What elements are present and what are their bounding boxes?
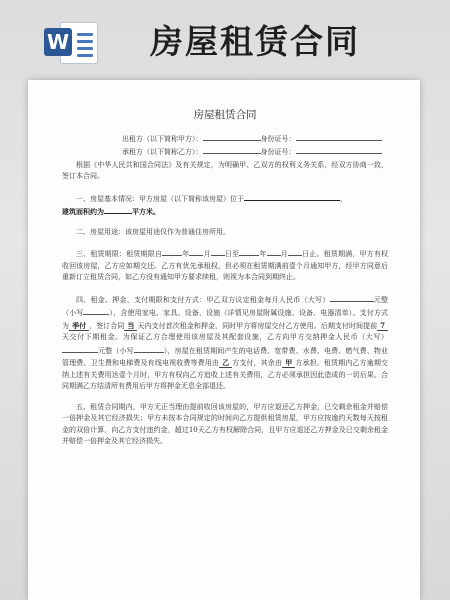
- end-month-text: 月: [280, 250, 288, 258]
- rent-text-h: ），房屋在租赁期间产生的电话费、宽带费、水费、电费、燃气费、物业管理费、卫生费和电梯费及有线电视收费等费用由: [62, 346, 389, 367]
- deposit-capital-blank: [62, 344, 98, 353]
- deposit-number-blank: [134, 344, 164, 353]
- term-label: 三、租赁期限：租赁期限自: [76, 250, 163, 258]
- intro-paragraph: 根据《中华人民共和国合同法》及有关规定，为明确甲、乙双方的权利义务关系，经双方协商一致，签订本合同。: [62, 160, 388, 180]
- lessee-id-label: 身份证号：: [260, 147, 296, 156]
- party-info: [62, 132, 388, 158]
- rent-text-c: ），含使用家电、家具、设备、设施（详情见房屋附属设施、设备、电器清单）。支付方式为: [62, 309, 389, 330]
- lessee-label: 承租方（以下简称乙方）：: [122, 147, 203, 156]
- area-unit: 平方米。: [132, 207, 160, 216]
- advance-days-value: 7: [377, 321, 388, 331]
- other-fee-party: 甲: [282, 358, 295, 368]
- lessee-name-blank: [203, 145, 261, 154]
- end-year-text: 年: [259, 250, 267, 258]
- end-day-text: 日止。: [301, 250, 324, 258]
- end-month-blank: [267, 247, 281, 256]
- lessee-line: [122, 145, 388, 158]
- end-day-blank: [288, 247, 302, 256]
- word-logo-letter: W: [44, 28, 72, 56]
- section-5-breach: 五、租赁合同期内，甲方无正当理由提前收回该房屋的，甲方应退还乙方押金，已交剩余租金并赔偿一倍押金及其它经济损失；甲方未按本合同规定的时间向乙方提供租赁房屋，甲方应按逾约天数每天按租金的双倍计算，向乙方支付违约金，超过10天乙方有权解除合同，且甲方应退还乙方押金及已交剩余租金并赔偿一倍押金及其它经济损失。: [62, 402, 388, 445]
- area-label: 建筑面积约为: [62, 207, 104, 216]
- rent-text-e: 天内支付首次租金和押金，同时甲方将房屋交付乙方使用。后期支付时间提前: [137, 321, 378, 330]
- lessee-id-blank: [296, 145, 382, 154]
- start-month-text: 月: [203, 250, 211, 258]
- payment-method-value: 季付: [69, 321, 89, 331]
- lessor-id-blank: [296, 132, 382, 141]
- lessor-name-blank: [203, 132, 261, 141]
- lessor-label: 出租方（以下简称甲方）：: [122, 134, 203, 143]
- fee-payer-party: 乙: [219, 358, 232, 368]
- lessor-id-label: 身份证号：: [260, 134, 296, 143]
- contract-body: [62, 110, 388, 448]
- rent-text-b: 元整（小写: [62, 295, 389, 317]
- section-1-property: [62, 192, 388, 206]
- section-3-term: [62, 247, 388, 284]
- start-day-blank: [211, 247, 225, 256]
- section-1-comma: ，: [340, 194, 347, 203]
- rent-number-blank: [83, 306, 109, 315]
- lessor-line: [122, 132, 388, 145]
- start-year-blank: [162, 247, 182, 256]
- document-title: 房屋租赁合同: [193, 109, 257, 121]
- rent-text-a: 四、租金、押金、支付期限和支付方式：甲乙双方议定租金每月人民币（大写）: [76, 295, 330, 304]
- rent-capital-blank: [330, 293, 374, 302]
- term-details: 租赁期满，甲方有权收回该房屋，乙方应如期交还。乙方有优先承租权，但必须在租赁期满前壹个月通知甲方，经甲方同意后重新订立租赁合同，如乙方没有通知甲方要求续租，则视为本合同到期终止。: [62, 250, 389, 281]
- rent-text-f: 天交付下期租金。为保证乙方合理使用该房屋及其配套设施，乙方向甲方交纳押金人民币（大写）: [62, 333, 388, 341]
- start-month-blank: [189, 247, 203, 256]
- section-1-area: [62, 205, 388, 218]
- rent-text-j: 方承担。租赁期内乙方逾期交纳上述有关费用达壹个月时，甲方有权向乙方追收上述有关费用，乙方必须承担因此造成的一切后果。合同期满乙方结清所有费用后甲方将押金无息全部退还。: [62, 359, 389, 390]
- area-blank: [104, 205, 132, 214]
- end-year-blank: [239, 247, 259, 256]
- address-blank: [244, 192, 340, 201]
- rent-text-g: 元整（小写: [98, 346, 134, 355]
- section-4-rent: [62, 293, 388, 393]
- header-banner: [0, 0, 450, 76]
- start-day-text: 日至: [224, 250, 240, 258]
- section-1-text: 一、房屋基本情况：甲方房屋（以下简称该房屋）位于: [76, 194, 244, 203]
- rent-text-i: 方支付，其余由: [232, 359, 283, 367]
- sign-days-value: 当: [124, 321, 137, 331]
- rent-text-d: ，签订合同: [89, 321, 125, 330]
- document-page: [28, 80, 420, 600]
- page-title: 房屋租赁合同: [150, 22, 360, 61]
- section-2-usage: 二、房屋用途：该房屋用途仅作为普通住房所用。: [76, 227, 230, 236]
- word-document-icon: [44, 18, 100, 66]
- start-year-text: 年: [182, 250, 190, 258]
